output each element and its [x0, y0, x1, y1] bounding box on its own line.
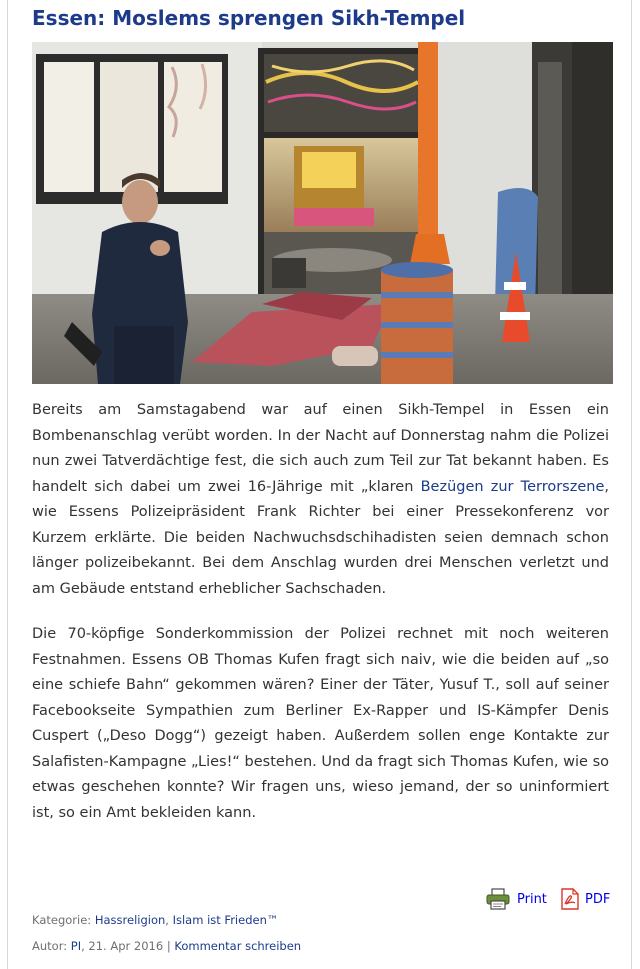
paragraph-1-text-a: Bereits am Samstagabend war auf einen Sikh-Tempel in Essen ein Bombenanschlag verübt worden. In der Nacht auf Donnerstag nahm die Polizei nun zwei Tatverdächtige fest, die sich auch zum Teil zur Tat bekannt haben. Es handelt sich dabei um zwei 16-Jährige mit „klaren: [32, 402, 609, 495]
page-border-right: [631, 0, 632, 969]
category-label: Kategorie:: [32, 913, 92, 927]
category-line: [32, 912, 622, 928]
article-title[interactable]: Essen: Moslems sprengen Sikh-Tempel: [32, 6, 466, 30]
paragraph-1-text-b: , wie Essens Polizeipräsident Frank Richter bei einer Pressekonferenz vor Kurzem erklärte. Die beiden Nachwuchsdschihadisten seien demnach schon länger polizeibekannt. Bei dem Anschlag wurden drei Menschen verletzt und am Gebäude entstand erheblicher Sachschaden.: [32, 478, 609, 597]
print-button[interactable]: [486, 887, 552, 911]
author-label: Autor:: [32, 939, 68, 953]
article-photo: [32, 42, 613, 384]
comment-link[interactable]: Kommentar schreiben: [174, 939, 302, 953]
category-link-islam-ist-frieden[interactable]: Islam ist Frieden™: [172, 913, 279, 927]
article-paragraph-2: Die 70-köpfige Sonderkommission der Polizei rechnet mit noch weiteren Festnahmen. Essens OB Thomas Kufen fragt sich naiv, wie die beiden auf „so eine schiefe Bahn“ gekommen wären? Einer der Täter, Yusuf T., soll auf seiner Facebookseite Sympathien zum Berliner Ex-Rapper und IS-Kämpfer Denis Cuspert („Deso Dogg“) gezeigt haben. Außerdem sollen enge Kontakte zur Salafisten-Kampagne „Lies!“ bestehen. Und da fragt sich Thomas Kufen, wie so etwas geschehen konnte? Wir fragen uns, wieso jemand, der so uninformiert ist, so ein Amt bekleiden kann.: [32, 626, 609, 821]
article-body: [32, 398, 609, 846]
page-border-left: [7, 0, 8, 969]
terrorszene-link[interactable]: Bezügen zur Terrorszene: [420, 478, 605, 495]
author-link[interactable]: PI: [70, 939, 82, 953]
article-paragraph-1: [32, 398, 609, 602]
print-label: Print: [517, 892, 547, 907]
article-tools: [486, 887, 612, 911]
pdf-file-icon: [560, 888, 580, 910]
pdf-button[interactable]: [560, 887, 612, 911]
pdf-label: PDF: [585, 892, 611, 907]
category-link-hassreligion[interactable]: Hassreligion: [94, 913, 166, 927]
category-separator: ,: [165, 913, 169, 927]
printer-icon: [486, 888, 510, 910]
post-date: , 21. Apr 2016 |: [81, 939, 171, 953]
author-line: [32, 938, 622, 954]
